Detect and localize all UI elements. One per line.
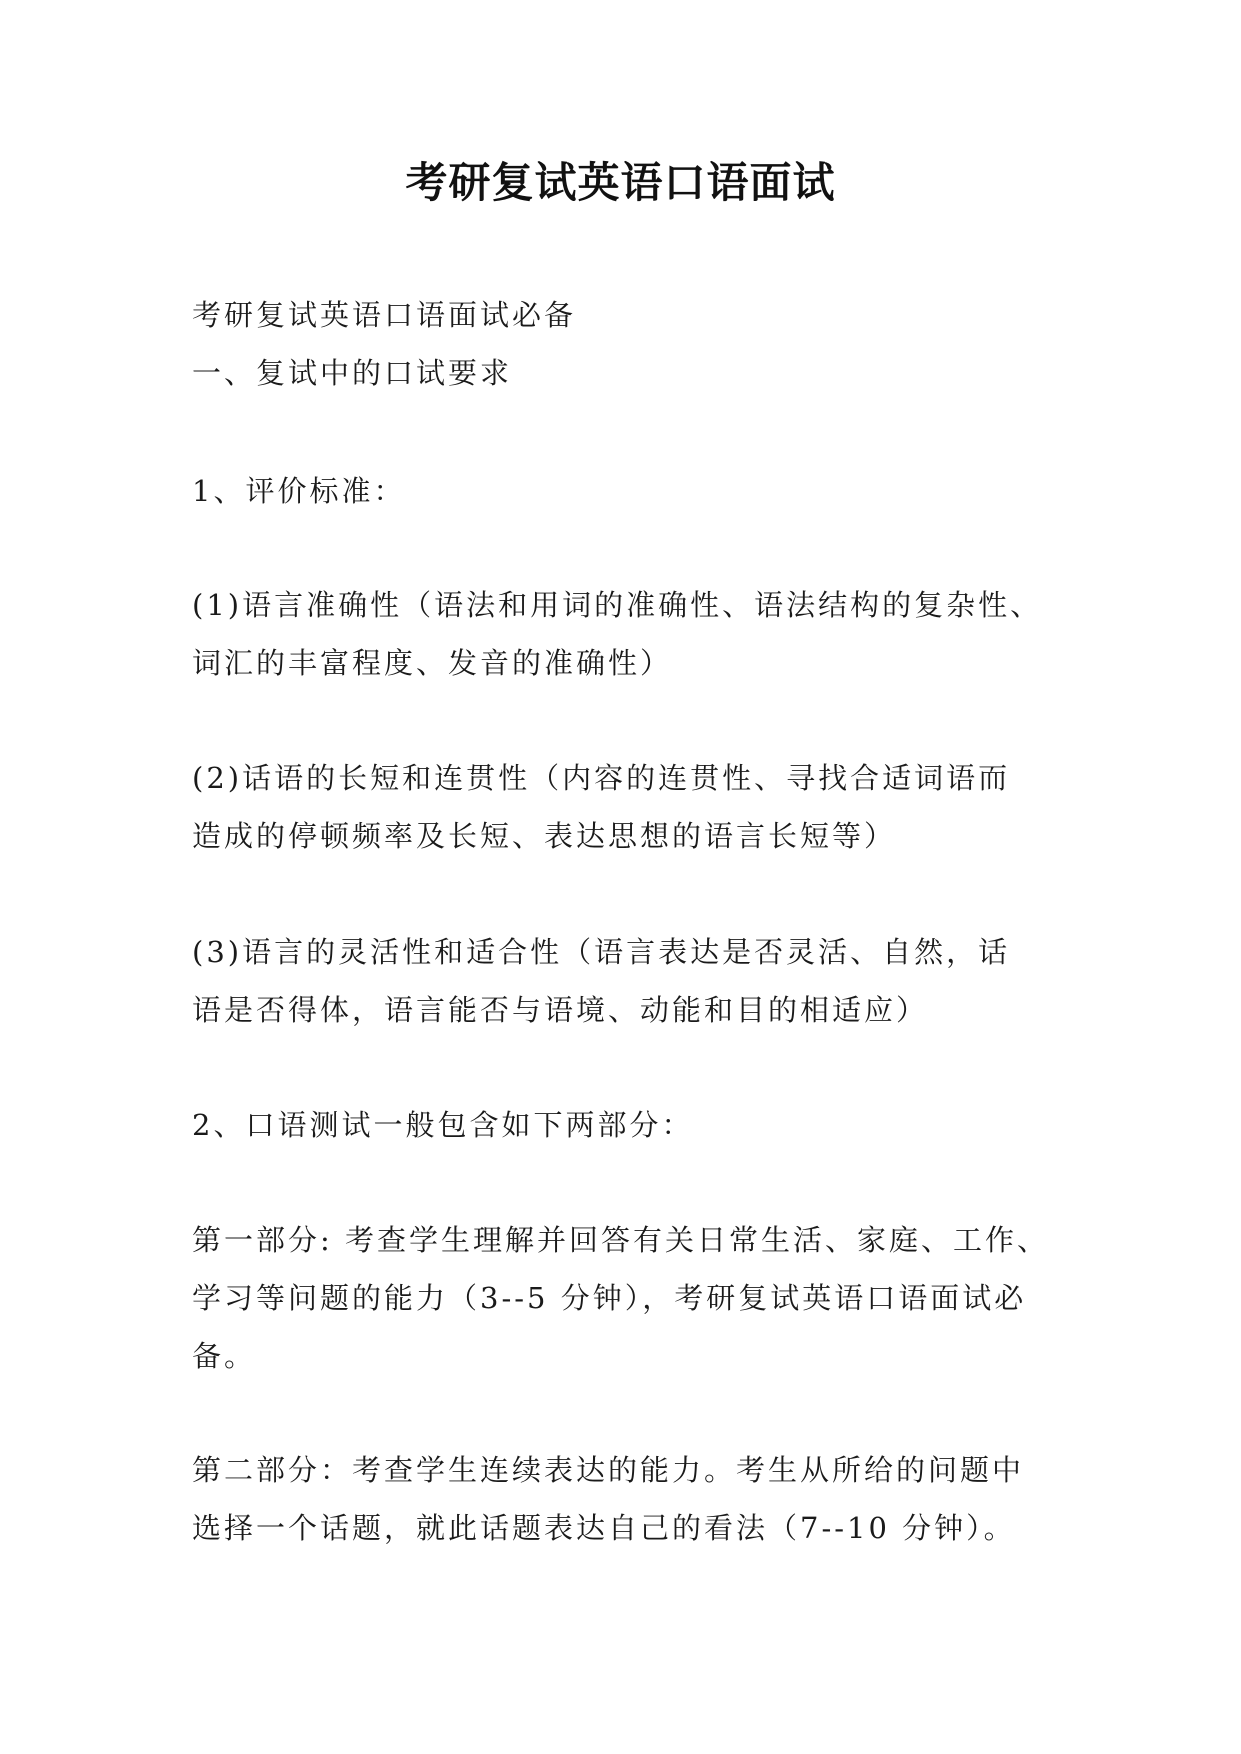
- paragraph-line: 第一部分: 考查学生理解并回答有关日常生活、家庭、工作、: [192, 1223, 1049, 1257]
- paragraph-line: 造成的停顿频率及长短、表达思想的语言长短等）: [192, 819, 897, 853]
- paragraph-line: 学习等问题的能力（3--5 分钟），考研复试英语口语面试必: [192, 1281, 1027, 1315]
- test-parts-heading: 2、口语测试一般包含如下两部分：: [192, 1108, 694, 1142]
- document-title: 考研复试英语口语面试: [405, 158, 836, 207]
- subtitle-line: 考研复试英语口语面试必备: [192, 298, 577, 332]
- criteria-heading: 1、评价标准：: [192, 474, 406, 508]
- paragraph-line: 词汇的丰富程度、发音的准确性）: [192, 646, 673, 680]
- paragraph-line: 选择一个话题，就此话题表达自己的看法（7--10 分钟）。: [192, 1511, 1016, 1545]
- paragraph-line: (3)语言的灵活性和适合性（语言表达是否灵活、自然，话: [192, 935, 1011, 969]
- paragraph-line: 第二部分：考查学生连续表达的能力。考生从所给的问题中: [192, 1453, 1025, 1487]
- paragraph-line: (1)语言准确性（语法和用词的准确性、语法结构的复杂性、: [192, 588, 1043, 622]
- paragraph-line: (2)话语的长短和连贯性（内容的连贯性、寻找合适词语而: [192, 761, 1011, 795]
- section-heading: 一、复试中的口试要求: [192, 356, 513, 390]
- paragraph-line: 语是否得体，语言能否与语境、动能和目的相适应）: [192, 993, 929, 1027]
- paragraph-line: 备。: [192, 1339, 257, 1373]
